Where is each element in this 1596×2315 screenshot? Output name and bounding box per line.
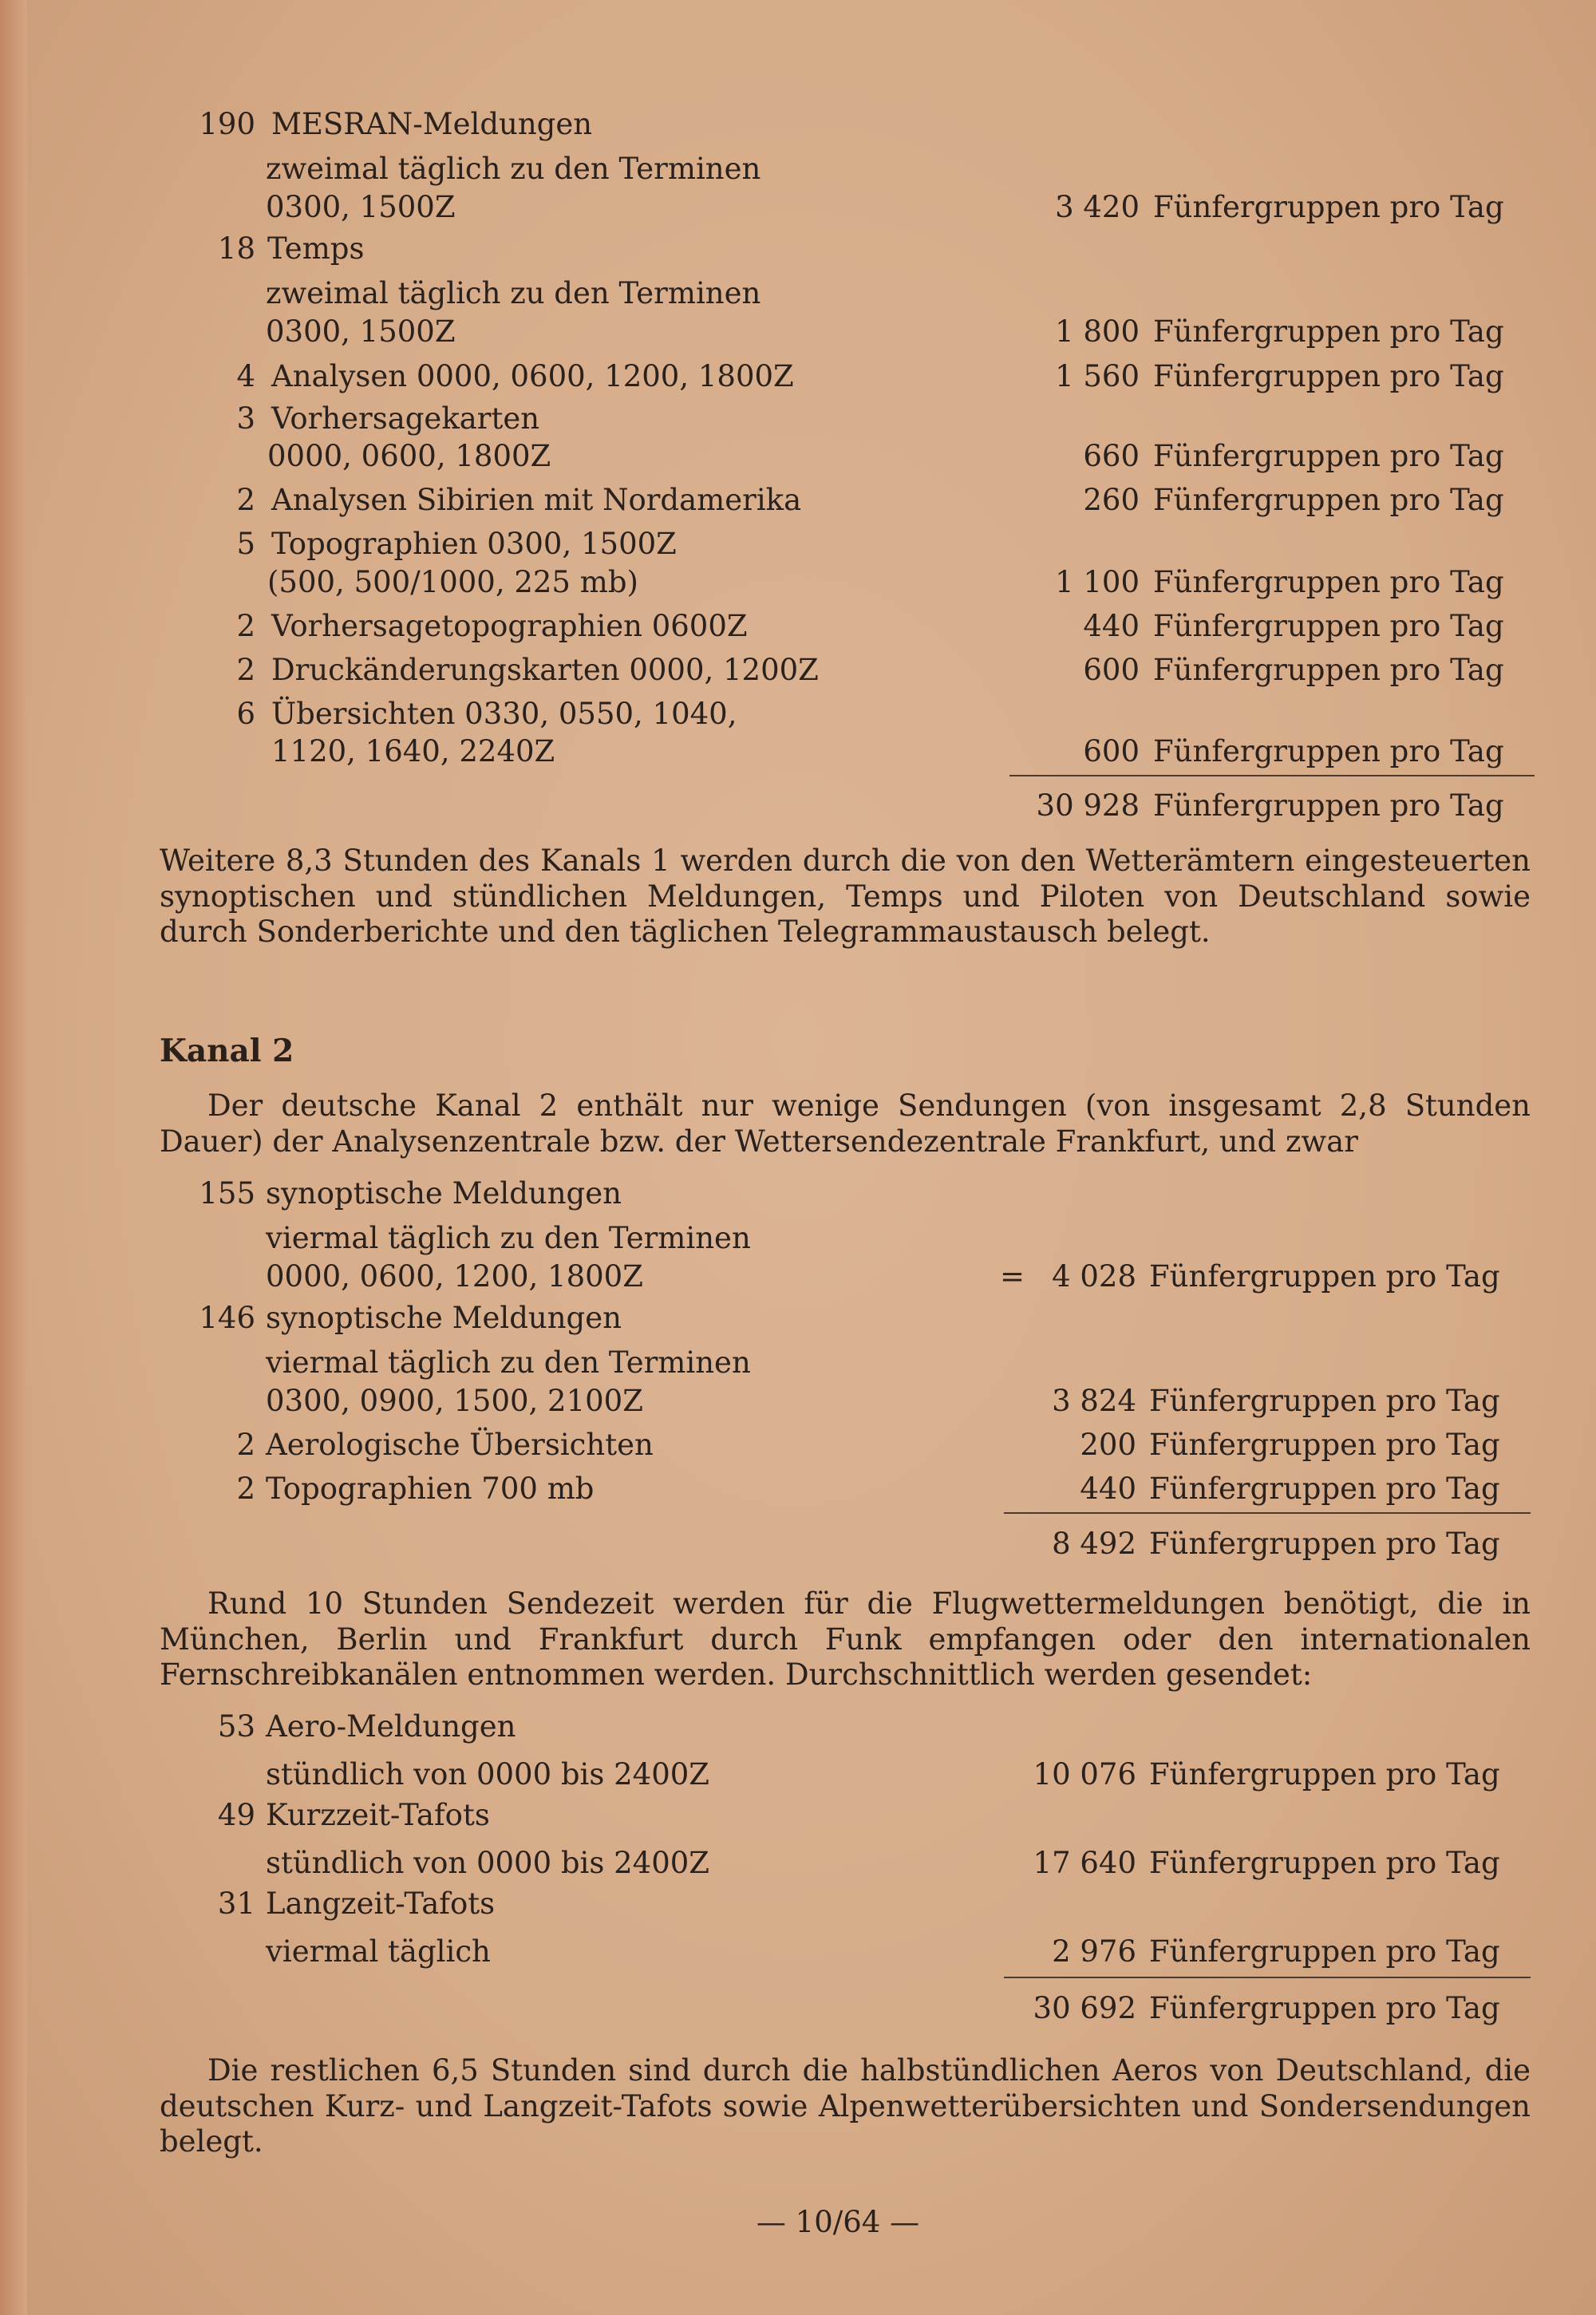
item-text: Langzeit-Tafots [266,1886,496,1921]
item-value: 1 800 [1055,314,1140,349]
paragraph-text: Der deutsche Kanal 2 enthält nur wenige Sendungen (von insgesamt 2,8 Stunden Dauer) der Analysenzentrale bzw. der Wettersendezentrale Frankfurt, und zwar [160,1088,1531,1159]
paragraph [160,843,1531,950]
item-count: 31 [217,1886,255,1921]
item-text: stündlich von 0000 bis 2400Z [266,1846,710,1880]
page-edge [0,0,27,2315]
item-count: 3 [236,401,255,436]
item-text: 1120, 1640, 2240Z [271,734,555,768]
total-value: 30 928 [1036,788,1140,823]
item-unit: Fünfergruppen pro Tag [1149,1472,1500,1506]
item-unit: Fünfergruppen pro Tag [1153,565,1504,599]
item-unit: Fünfergruppen pro Tag [1153,653,1504,687]
item-text: Topographien 0300, 1500Z [271,527,677,561]
item-value: 1 100 [1055,565,1140,599]
paragraph-text: Die restlichen 6,5 Stunden sind durch die halbstündlichen Aeros von Deutschland, die deutschen Kurz- und Langzeit-Tafots sowie Alpenwetterübersichten und Sondersendungen belegt. [160,2053,1531,2159]
item-value: 4 028 [1052,1259,1136,1294]
item-unit: Fünfergruppen pro Tag [1149,1384,1500,1418]
item-value: 1 560 [1055,359,1140,393]
total-unit: Fünfergruppen pro Tag [1149,1527,1500,1561]
item-text: 0000, 0600, 1800Z [267,439,551,473]
item-text: (500, 500/1000, 225 mb) [267,565,638,599]
item-value: 17 640 [1033,1846,1136,1880]
item-value: 260 [1083,483,1140,517]
item-text: Übersichten 0330, 0550, 1040, [271,697,737,731]
item-unit: Fünfergruppen pro Tag [1149,1259,1500,1294]
item-text: Analysen Sibirien mit Nordamerika [271,483,802,517]
page-number: — 10/64 — [756,2205,920,2239]
total-unit: Fünfergruppen pro Tag [1149,1991,1500,2025]
item-count: 2 [236,609,255,643]
item-value: 660 [1083,439,1140,473]
item-text: Vorhersagetopographien 0600Z [271,609,748,643]
item-text: Aero-Meldungen [266,1709,516,1744]
item-count: 6 [236,697,255,731]
item-count: 155 [199,1176,255,1211]
item-text: synoptische Meldungen [266,1301,622,1335]
item-text: zweimal täglich zu den Terminen [266,152,761,186]
item-count: 49 [217,1798,255,1832]
item-text: Druckänderungskarten 0000, 1200Z [271,653,819,687]
item-count: 2 [236,483,255,517]
paragraph-text: Rund 10 Stunden Sendezeit werden für die Flugwettermeldungen benötigt, die in München, Berlin und Frankfurt durch Funk empfangen oder den internationalen Fernschreibkanälen entnommen werden. Durchschnittlich werden gesendet: [160,1586,1531,1692]
item-count: 2 [236,653,255,687]
paragraph [160,2053,1531,2160]
paragraph-text: Weitere 8,3 Stunden des Kanals 1 werden durch die von den Wetterämtern eingesteuerten synoptischen und stündlichen Meldungen, Temps und Piloten von Deutschland sowie durch Sonderberichte und den täglichen Telegrammaustausch belegt. [160,843,1531,949]
item-text: viermal täglich zu den Terminen [266,1221,751,1255]
section-heading: Kanal 2 [160,1033,294,1069]
intro-paragraph [160,1088,1531,1159]
item-count: 2 [236,1428,255,1462]
item-unit: Fünfergruppen pro Tag [1149,1428,1500,1462]
item-text: viermal täglich zu den Terminen [266,1345,751,1380]
item-unit: Fünfergruppen pro Tag [1149,1757,1500,1792]
item-value: 3 420 [1055,190,1140,224]
item-text: 0300, 1500Z [266,314,456,349]
item-value: 440 [1080,1472,1136,1506]
item-text: Topographien 700 mb [266,1472,595,1506]
item-count: 18 [217,231,255,266]
item-unit: Fünfergruppen pro Tag [1153,439,1504,473]
item-value: 2 976 [1052,1934,1136,1969]
item-text: Analysen 0000, 0600, 1200, 1800Z [271,359,794,393]
item-unit: Fünfergruppen pro Tag [1153,609,1504,643]
item-value: 10 076 [1033,1757,1136,1792]
item-text: Aerologische Übersichten [266,1428,654,1462]
item-unit: Fünfergruppen pro Tag [1153,734,1504,768]
item-count: 5 [236,527,255,561]
paragraph [160,1586,1531,1693]
item-value: 600 [1083,653,1140,687]
item-value: 200 [1080,1428,1136,1462]
item-text: Kurzzeit-Tafots [266,1798,490,1832]
item-value: 3 824 [1052,1384,1136,1418]
item-value: 600 [1083,734,1140,768]
item-unit: Fünfergruppen pro Tag [1153,190,1504,224]
item-value: 440 [1083,609,1140,643]
item-unit: Fünfergruppen pro Tag [1153,483,1504,517]
item-text: 0300, 1500Z [266,190,456,224]
item-text: 0300, 0900, 1500, 2100Z [266,1384,643,1418]
item-text: synoptische Meldungen [266,1176,622,1211]
item-unit: Fünfergruppen pro Tag [1153,314,1504,349]
total-value: 30 692 [1033,1991,1136,2025]
item-unit: Fünfergruppen pro Tag [1149,1934,1500,1969]
item-count: 146 [199,1301,255,1335]
item-count: 4 [236,359,255,393]
item-text: zweimal täglich zu den Terminen [266,276,761,310]
sum-rule [1004,1977,1531,1978]
item-text: Temps [267,231,365,266]
item-text: viermal täglich [266,1934,491,1969]
total-value: 8 492 [1052,1527,1136,1561]
item-count: 190 [199,107,255,141]
item-count: 2 [236,1472,255,1506]
sum-rule [1009,775,1535,776]
item-text: MESRAN-Meldungen [271,107,593,141]
item-count: 53 [217,1709,255,1744]
sum-rule [1004,1512,1531,1514]
item-text: Vorhersagekarten [271,401,540,436]
item-unit: Fünfergruppen pro Tag [1153,359,1504,393]
item-text: 0000, 0600, 1200, 1800Z [266,1259,643,1294]
item-unit: Fünfergruppen pro Tag [1149,1846,1500,1880]
item-text: stündlich von 0000 bis 2400Z [266,1757,710,1792]
equals-sign: = [1000,1259,1025,1294]
total-unit: Fünfergruppen pro Tag [1153,788,1504,823]
